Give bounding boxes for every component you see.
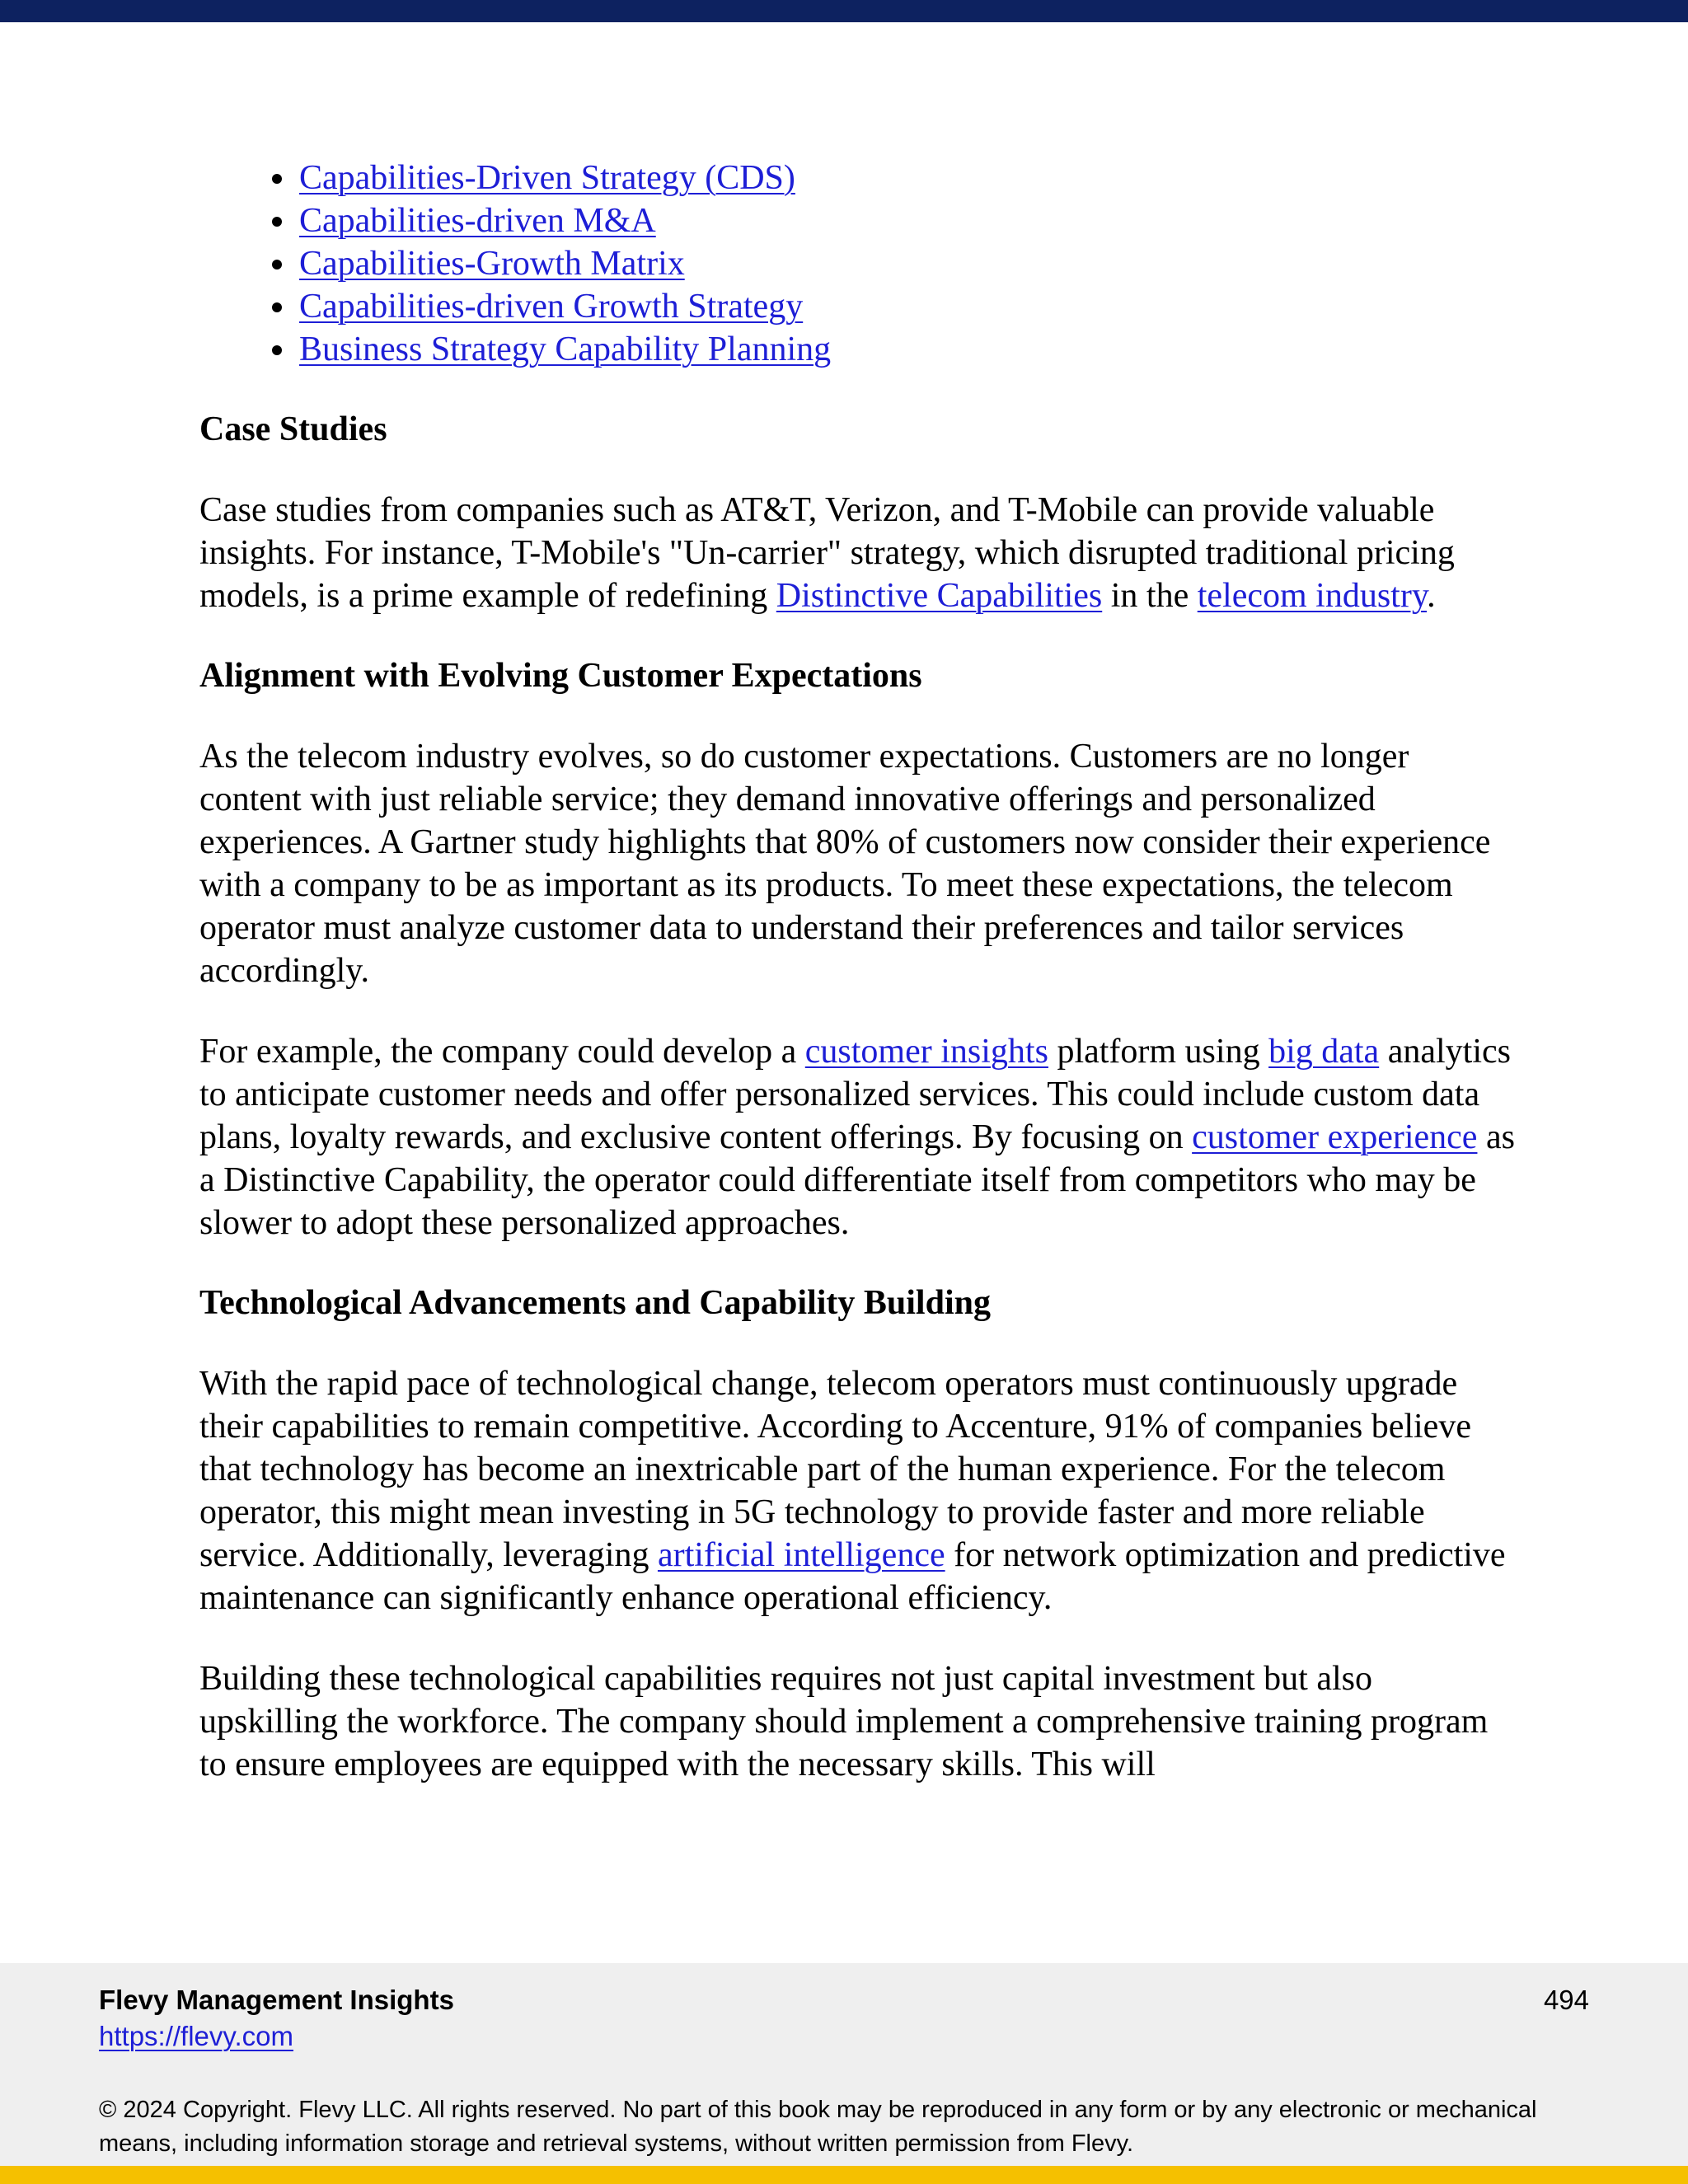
footer-title: Flevy Management Insights — [99, 1985, 454, 2015]
text-run: With the rapid pace of technological change, telecom operators must continuously upgrade their capabilities to remain competitive. According to Accenture, 91% of companies believe that technology has become an inextricable part of the human experience. For the telecom operator, this might mean investing in 5G technology to provide faster and more reliable service. Additionally, leveraging — [199, 1365, 1471, 1574]
related-links-list — [199, 157, 1518, 371]
page-content — [199, 157, 1518, 1786]
heading-case-studies: Case Studies — [199, 410, 387, 448]
link-customer-experience[interactable]: customer experience — [1192, 1118, 1478, 1156]
list-item — [298, 242, 1518, 285]
heading-alignment: Alignment with Evolving Customer Expectations — [199, 657, 922, 695]
list-item — [298, 328, 1518, 371]
link-capabilities-growth-matrix[interactable]: Capabilities-Growth Matrix — [299, 245, 685, 283]
heading-technology: Technological Advancements and Capability Building — [199, 1284, 991, 1322]
link-business-strategy-capability-planning[interactable]: Business Strategy Capability Planning — [299, 330, 832, 368]
text-run: in the — [1102, 577, 1198, 615]
text-run: Case studies from companies such as AT&T, Verizon, and T-Mobile can provide valuable insights. For instance, T-Mobile's "Un-carrier" strategy, which disrupted traditional pricing models, is a prime example of redefining — [199, 491, 1455, 615]
page-footer — [0, 1963, 1688, 2166]
link-artificial-intelligence[interactable]: artificial intelligence — [657, 1536, 945, 1574]
text-run: platform using — [1048, 1033, 1269, 1071]
paragraph-alignment-2 — [199, 1030, 1518, 1244]
paragraph-case-studies — [199, 489, 1518, 617]
footer-url-link[interactable]: https://flevy.com — [99, 2021, 293, 2051]
link-capabilities-driven-strategy[interactable]: Capabilities-Driven Strategy (CDS) — [299, 159, 795, 197]
paragraph-technology-1 — [199, 1362, 1518, 1619]
text-run: as a Distinctive Capability, the operator could differentiate itself from competitors who may be slower to adopt these personalized approaches. — [199, 1118, 1515, 1242]
list-item — [298, 285, 1518, 328]
bottom-accent-bar — [0, 2166, 1688, 2184]
text-run: . — [1427, 577, 1436, 615]
copyright-notice: © 2024 Copyright. Flevy LLC. All rights reserved. No part of this book may be reproduced in any form or by any electronic or mechanical means, including information storage and retrieval systems, without written permission from Flevy. — [99, 2097, 1537, 2157]
link-big-data[interactable]: big data — [1268, 1033, 1380, 1071]
link-capabilities-driven-ma[interactable]: Capabilities-driven M&A — [299, 202, 656, 240]
text-run: For example, the company could develop a — [199, 1033, 805, 1071]
link-telecom-industry[interactable]: telecom industry — [1197, 577, 1428, 615]
link-customer-insights[interactable]: customer insights — [804, 1033, 1048, 1071]
top-accent-bar — [0, 0, 1688, 22]
link-distinctive-capabilities[interactable]: Distinctive Capabilities — [776, 577, 1103, 615]
page-number: 494 — [1543, 1985, 1589, 2015]
text-run: analytics to anticipate customer needs and offer personalized services. This could include custom data plans, loyalty rewards, and exclusive content offerings. By focusing on — [199, 1033, 1511, 1156]
list-item — [298, 157, 1518, 199]
paragraph-alignment-1: As the telecom industry evolves, so do customer expectations. Customers are no longer content with just reliable service; they demand innovative offerings and personalized experiences. A Gartner study highlights that 80% of customers now consider their experience with a company to be as important as its products. To meet these expectations, the telecom operator must analyze customer data to understand their preferences and tailor services accordingly. — [199, 738, 1491, 990]
paragraph-technology-2: Building these technological capabilities requires not just capital investment but also upskilling the workforce. The company should implement a comprehensive training program to ensure employees are equipped with the necessary skills. This will — [199, 1660, 1489, 1783]
list-item — [298, 199, 1518, 242]
text-run: for network optimization and predictive maintenance can significantly enhance operational efficiency. — [199, 1536, 1506, 1617]
link-capabilities-driven-growth-strategy[interactable]: Capabilities-driven Growth Strategy — [299, 288, 804, 326]
